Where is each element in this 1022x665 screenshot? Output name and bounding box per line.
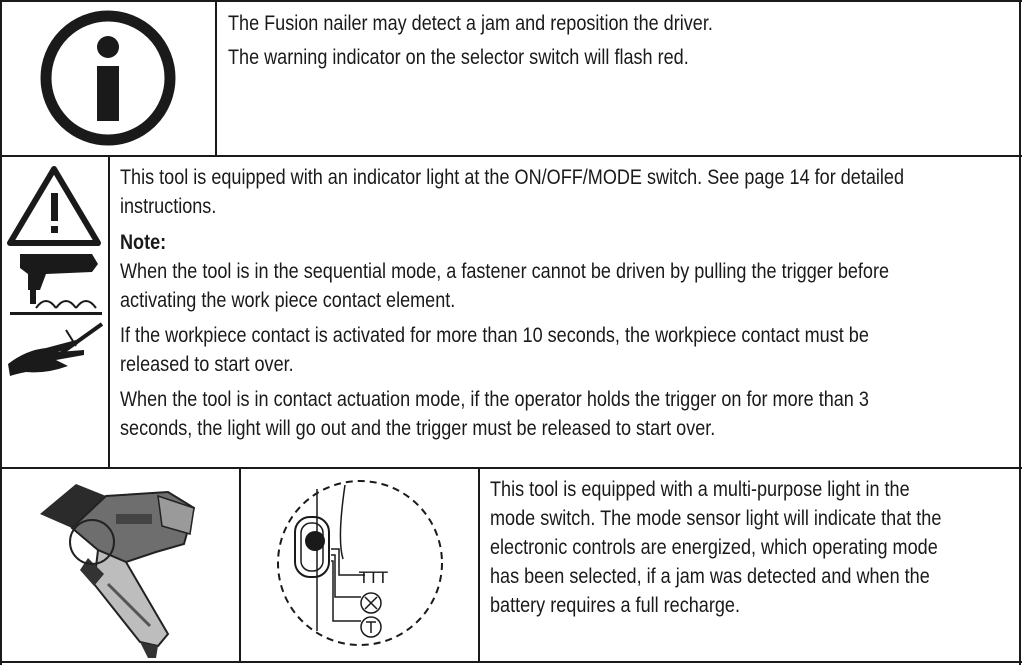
row-divider-2 <box>0 467 1022 469</box>
svg-text:TTT: TTT <box>359 568 388 587</box>
mode-light-line-1: This tool is equipped with a multi-purpose light in the <box>490 478 910 501</box>
mode-light-line-5: battery requires a full recharge. <box>490 594 740 617</box>
info-line-1: The Fusion nailer may detect a jam and reposition the driver. <box>228 12 713 35</box>
table-border-left <box>0 0 2 665</box>
note-para3-line-2: seconds, the light will go out and the trigger must be released to start over. <box>120 417 716 440</box>
mode-light-text-block <box>490 475 941 620</box>
row-divider-1 <box>0 155 1022 157</box>
note-para3-line-1: When the tool is in contact actuation mode, if the operator holds the trigger on for more than 3 <box>120 388 869 411</box>
col-divider-row3-b <box>478 468 480 663</box>
note-para2-line-2: released to start over. <box>120 353 294 376</box>
mode-light-line-2: mode switch. The mode sensor light will indicate that the <box>490 507 942 530</box>
indicator-intro-line-2: instructions. <box>120 195 217 218</box>
indicator-text-block <box>120 163 904 443</box>
note-para1-line-2: activating the work piece contact element. <box>120 289 456 312</box>
mode-light-line-3: electronic controls are energized, which operating mode <box>490 536 938 559</box>
note-para2-line-1: If the workpiece contact is activated for more than 10 seconds, the workpiece contact must be <box>120 324 869 347</box>
hand-injury-icon <box>6 320 106 380</box>
table-border-top <box>0 0 1022 2</box>
note-label: Note: <box>120 231 167 254</box>
table-border-right <box>1019 0 1021 665</box>
nailer-contact-icon <box>6 250 106 320</box>
mode-light-line-4: has been selected, if a jam was detected and when the <box>490 565 930 588</box>
table-border-bottom <box>0 661 1022 663</box>
note-para1-line-1: When the tool is in the sequential mode, a fastener cannot be driven by pulling the trigger before <box>120 260 890 283</box>
warning-triangle-icon <box>6 163 106 253</box>
col-divider-row2 <box>108 156 110 468</box>
col-divider-row1 <box>215 0 217 156</box>
info-text-block <box>228 7 713 75</box>
info-line-2: The warning indicator on the selector switch will flash red. <box>228 46 689 69</box>
nailer-tool-image <box>8 474 238 659</box>
info-icon <box>33 3 183 153</box>
indicator-intro-line-1: This tool is equipped with an indicator light at the ON/OFF/MODE switch. See page 14 for detailed <box>120 166 904 189</box>
col-divider-row3-a <box>239 468 241 663</box>
mode-switch-detail-image <box>277 479 447 649</box>
